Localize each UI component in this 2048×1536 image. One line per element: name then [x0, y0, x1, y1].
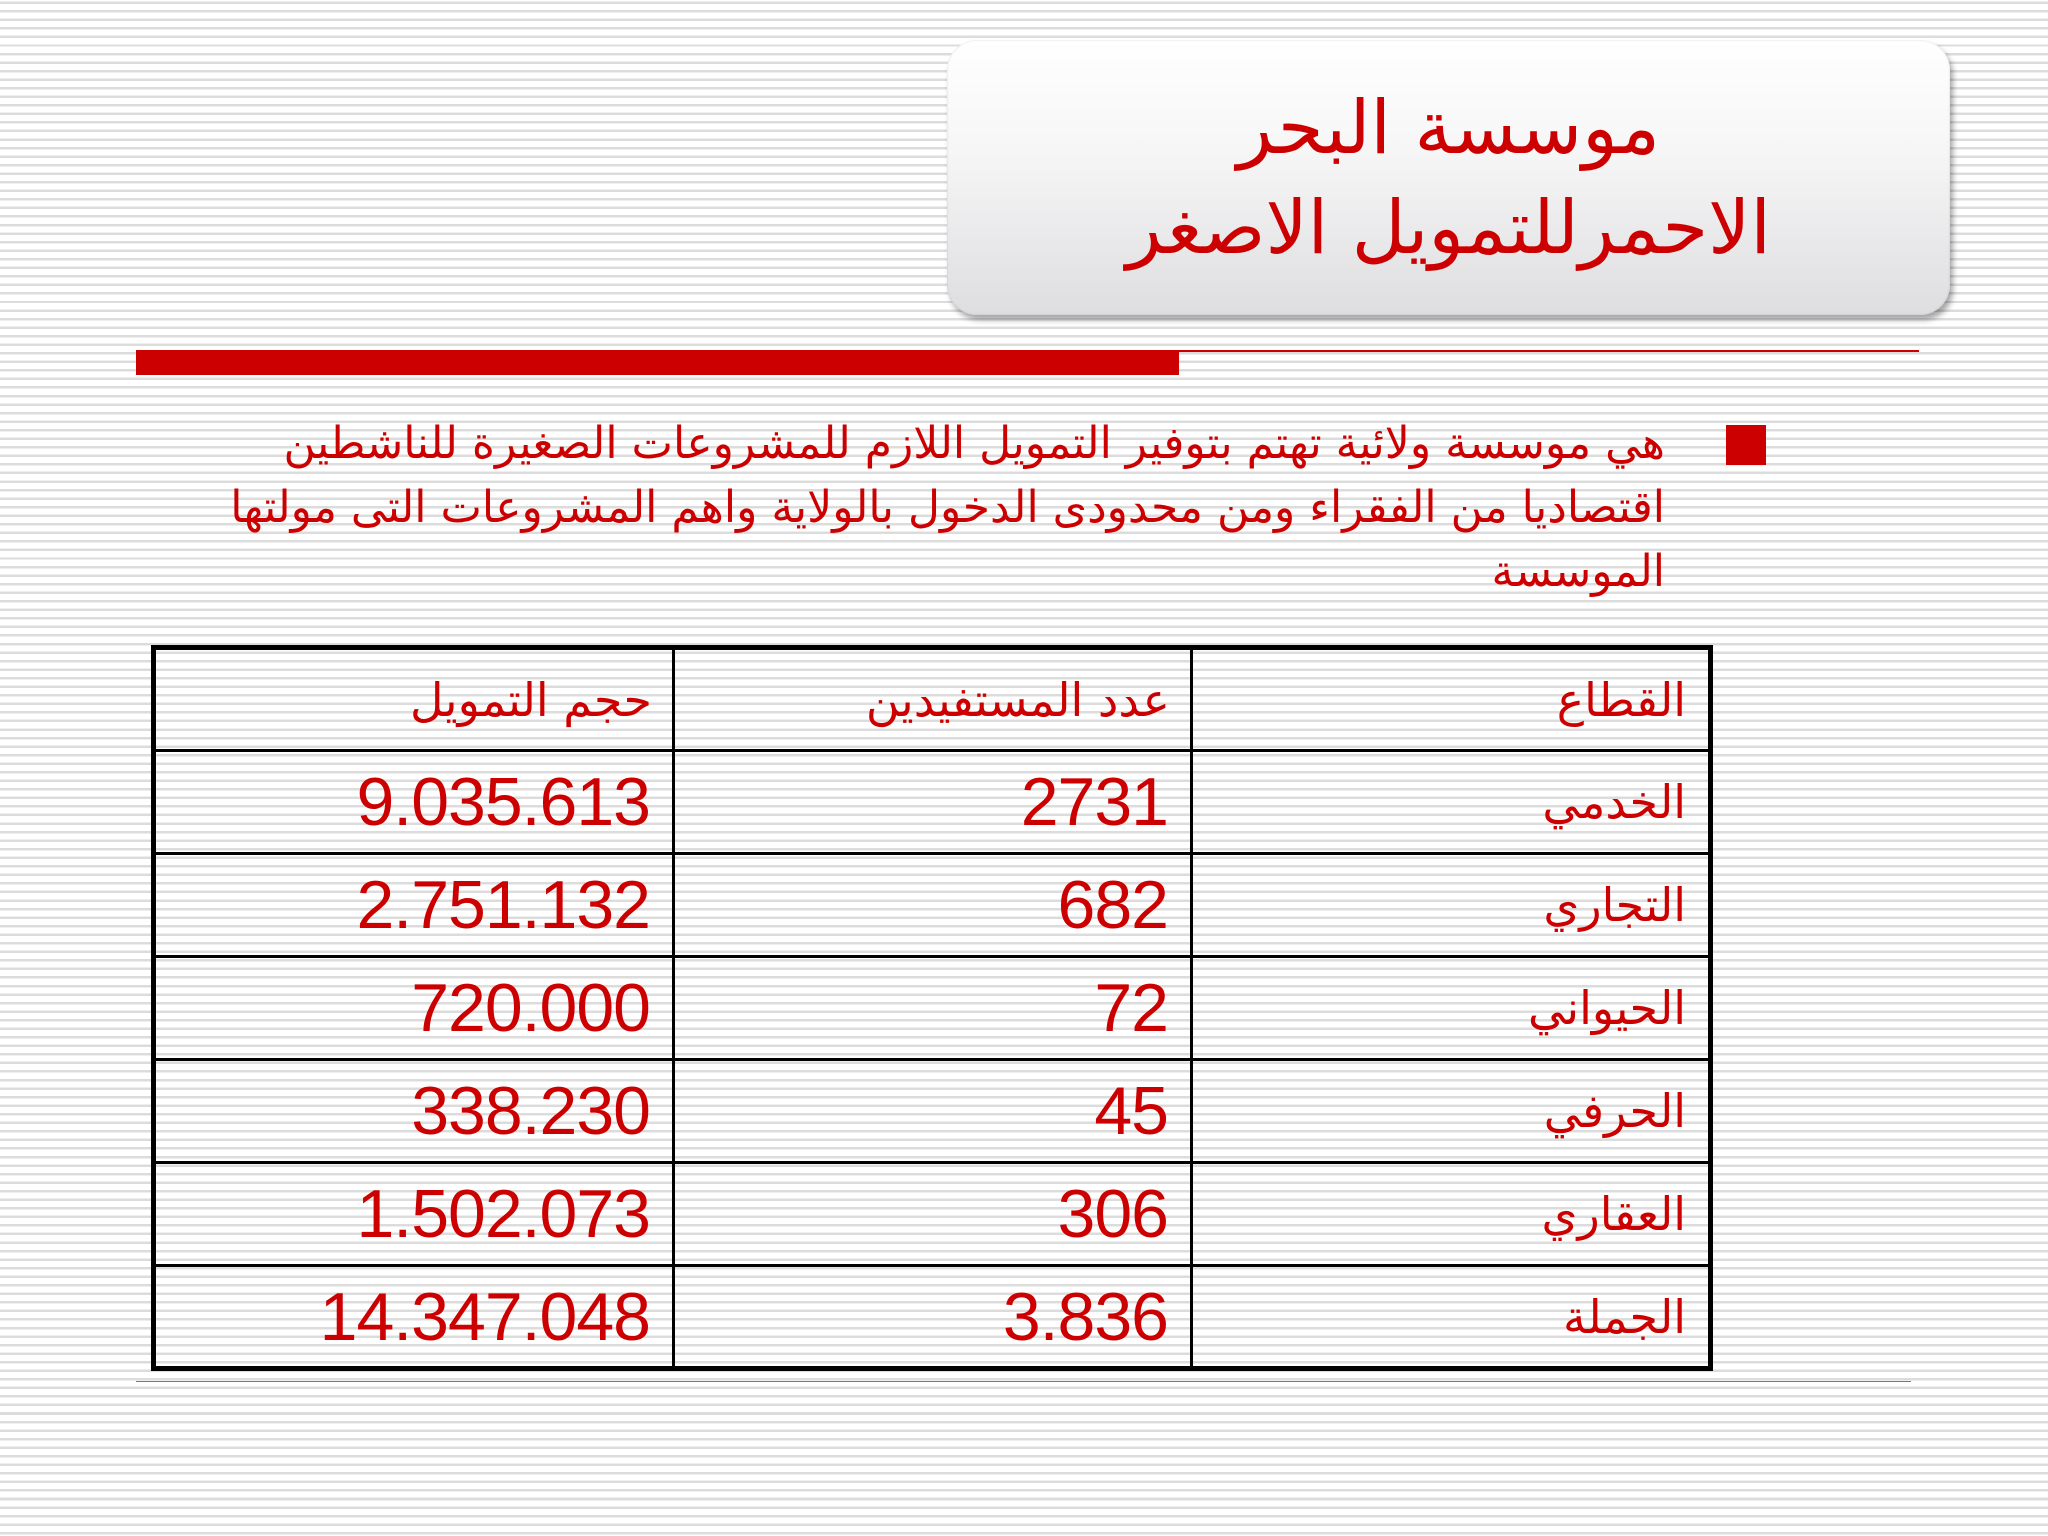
bullet-paragraph: هي موسسة ولائية تهتم بتوفير التمويل اللازم للمشروعات الصغيرة للناشطين اقتصاديا من الفقراء ومن محدودى الدخول بالولاية واهم المشروعات التى مولتها الموسسة [230, 418, 1665, 597]
header-beneficiaries: عدد المستفيدين [674, 648, 1192, 751]
cell-beneficiaries: 3.836 [674, 1266, 1192, 1369]
sector-funding-table [151, 645, 1713, 1371]
table-row [154, 1163, 1711, 1266]
table-row [154, 751, 1711, 854]
cell-beneficiaries: 2731 [674, 751, 1192, 854]
cell-sector: العقاري [1192, 1163, 1711, 1266]
cell-funding: 338.230 [154, 1060, 674, 1163]
cell-funding: 14.347.048 [154, 1266, 674, 1369]
table-row [154, 1060, 1711, 1163]
title-box [947, 40, 1950, 315]
cell-funding: 720.000 [154, 957, 674, 1060]
bottom-divider-line [136, 1381, 1911, 1382]
cell-sector: الخدمي [1192, 751, 1711, 854]
cell-sector: التجاري [1192, 854, 1711, 957]
cell-beneficiaries: 45 [674, 1060, 1192, 1163]
cell-sector: الحيواني [1192, 957, 1711, 1060]
table-row [154, 957, 1711, 1060]
cell-beneficiaries: 72 [674, 957, 1192, 1060]
cell-sector: الجملة [1192, 1266, 1711, 1369]
cell-funding: 2.751.132 [154, 854, 674, 957]
table-header-row [154, 648, 1711, 751]
cell-beneficiaries: 306 [674, 1163, 1192, 1266]
cell-funding: 9.035.613 [154, 751, 674, 854]
square-bullet-icon [1726, 425, 1766, 465]
cell-funding: 1.502.073 [154, 1163, 674, 1266]
cell-sector: الحرفي [1192, 1060, 1711, 1163]
table-row [154, 854, 1711, 957]
header-funding: حجم التمويل [154, 648, 674, 751]
accent-bar-thick [136, 350, 1179, 375]
title-line-2: الاحمرللتمويل الاصغر [1126, 184, 1771, 271]
accent-bar-thin [1178, 350, 1919, 352]
header-sector: القطاع [1192, 648, 1711, 751]
title-line-1: موسسة البحر [1236, 84, 1661, 171]
table-total-row [154, 1266, 1711, 1369]
cell-beneficiaries: 682 [674, 854, 1192, 957]
